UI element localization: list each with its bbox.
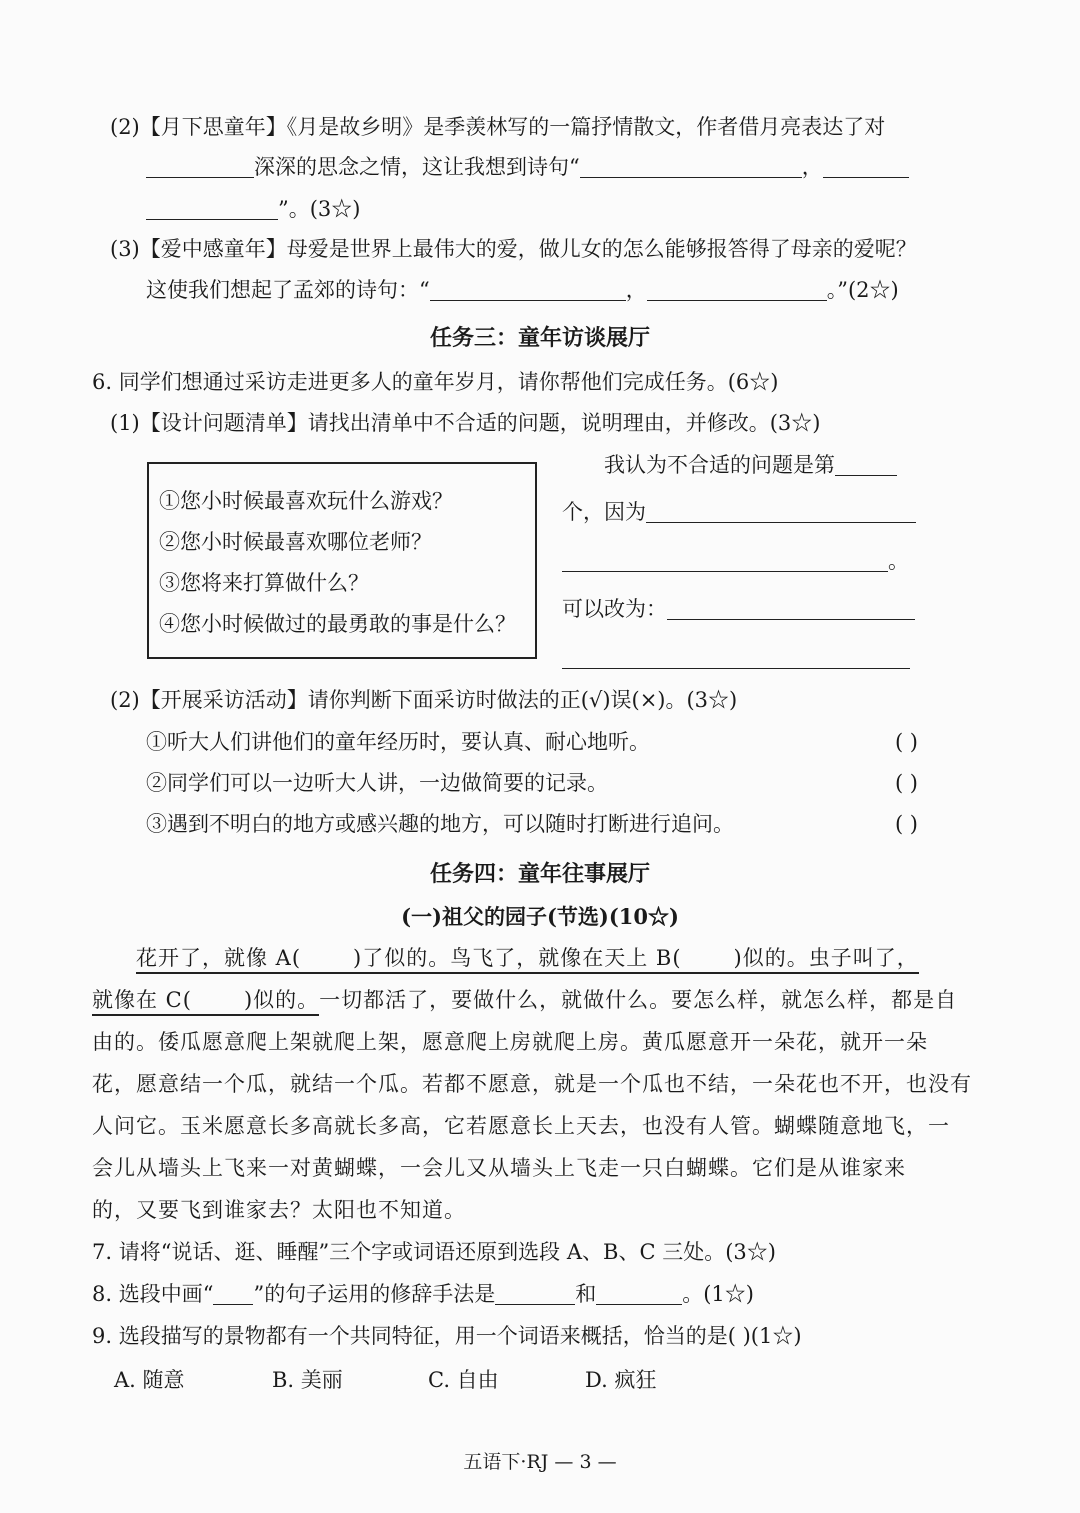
answer-blank[interactable] <box>596 1282 682 1305</box>
judgment-item: ②同学们可以一边听大人讲，一边做简要的记录。 ( ) <box>146 768 918 798</box>
option-b[interactable]: B. 美丽 <box>272 1368 343 1392</box>
answer-line-3: 。 <box>562 546 909 576</box>
answer-line-1: 我认为不合适的问题是第 <box>604 450 897 480</box>
judge-paren[interactable]: ( ) <box>894 730 918 754</box>
answer-blank[interactable] <box>146 155 254 178</box>
judgment-item: ①听大人们讲他们的童年经历时，要认真、耐心地听。 ( ) <box>146 727 918 757</box>
q7-prompt: 7. 请将“说话、逛、睡醒”三个字或词语还原到选段 A、B、C 三处。(3☆) <box>92 1240 776 1264</box>
answer-blank <box>213 1282 253 1305</box>
task3-title: 任务三：童年访谈展厅 <box>429 326 650 351</box>
question-item: ③您将来打算做什么？ <box>159 571 369 595</box>
answer-blank[interactable] <box>430 278 626 301</box>
passage-line: 由的。倭瓜愿意爬上架就爬上架，愿意爬上房就爬上房。黄瓜愿意开一朵花，就开一朵 <box>92 1030 928 1054</box>
passage-line: 的，又要飞到谁家去？太阳也不知道。 <box>92 1198 466 1222</box>
q5-part2-line2: 深深的思念之情，这让我想到诗句“ ， <box>146 152 909 182</box>
q5-part2-line1: (2)【月下思童年】《月是故乡明》是季羡林写的一篇抒情散文，作者借月亮表达了对 <box>110 115 886 139</box>
answer-line-2: 个，因为 <box>562 497 916 527</box>
q9-prompt: 9. 选段描写的景物都有一个共同特征，用一个词语来概括，恰当的是( )(1☆) <box>92 1324 802 1348</box>
q8-prompt: 8. 选段中画“ ”的句子运用的修辞手法是 和 。(1☆) <box>92 1282 754 1306</box>
passage-subtitle: (一)祖父的园子(节选)(10☆) <box>401 904 679 929</box>
option-a[interactable]: A. 随意 <box>114 1368 185 1392</box>
question-item: ④您小时候做过的最勇敢的事是什么？ <box>159 612 516 636</box>
passage-line-2: 就像在 C( )似的。一切都活了，要做什么，就做什么。要怎么样，就怎么样，都是自 <box>92 985 957 1015</box>
option-c[interactable]: C. 自由 <box>428 1368 499 1392</box>
passage-line: 会儿从墙头上飞来一对黄蝴蝶，一会儿又从墙头上飞走一只白蝴蝶。它们是从谁家来 <box>92 1156 906 1180</box>
passage-line: 花，愿意结一个瓜，就结一个瓜。若都不愿意，就是一个瓜也不结，一朵花也不开，也没有 <box>92 1072 972 1096</box>
judge-paren[interactable]: ( ) <box>894 812 918 836</box>
task4-title: 任务四：童年往事展厅 <box>429 862 650 887</box>
question-item: ②您小时候最喜欢哪位老师？ <box>159 530 432 554</box>
answer-blank[interactable] <box>146 197 278 220</box>
q5-part2-line3: ”。(3☆) <box>146 194 360 224</box>
answer-blank[interactable] <box>646 500 916 523</box>
answer-blank[interactable] <box>823 155 909 178</box>
option-d[interactable]: D. 疯狂 <box>585 1368 657 1392</box>
answer-blank[interactable] <box>562 646 910 669</box>
underlined-sentence: 就像在 C( )似的。 <box>92 988 319 1016</box>
passage-line: 人问它。玉米愿意长多高就长多高，它若愿意长上天去，也没有人管。蝴蝶随意地飞，一 <box>92 1114 950 1138</box>
q6-prompt: 6. 同学们想通过采访走进更多人的童年岁月，请你帮他们完成任务。(6☆) <box>92 370 779 394</box>
answer-line-4: 可以改为： <box>562 594 915 624</box>
answer-blank[interactable] <box>835 453 897 476</box>
judge-paren[interactable]: ( ) <box>894 771 918 795</box>
question-item: ①您小时候最喜欢玩什么游戏？ <box>159 489 453 513</box>
answer-blank[interactable] <box>647 278 827 301</box>
passage-line-1 <box>136 943 919 973</box>
answer-blank[interactable] <box>580 155 802 178</box>
answer-blank[interactable] <box>667 597 915 620</box>
judgment-item: ③遇到不明白的地方或感兴趣的地方，可以随时打断进行追问。 ( ) <box>146 809 918 839</box>
answer-blank[interactable] <box>562 549 888 572</box>
q5-part3-line2: 这使我们想起了孟郊的诗句：“ ， 。”(2☆) <box>146 278 899 302</box>
q6-part2: (2)【开展采访活动】请你判断下面采访时做法的正(√)误(×)。(3☆) <box>110 688 738 712</box>
answer-blank[interactable] <box>495 1282 575 1305</box>
page-footer: 五语下·RJ — 3 — <box>463 1451 617 1473</box>
q5-part3-line1: (3)【爱中感童年】母爱是世界上最伟大的爱，做儿女的怎么能够报答得了母亲的爱呢？ <box>110 237 917 261</box>
answer-line-5 <box>562 643 910 673</box>
question-list-box <box>147 462 537 659</box>
underlined-sentence: 花开了，就像 A( )了似的。鸟飞了，就像在天上 B( )似的。虫子叫了， <box>136 946 919 974</box>
q6-part1: (1)【设计问题清单】请找出清单中不合适的问题，说明理由，并修改。(3☆) <box>110 411 821 435</box>
